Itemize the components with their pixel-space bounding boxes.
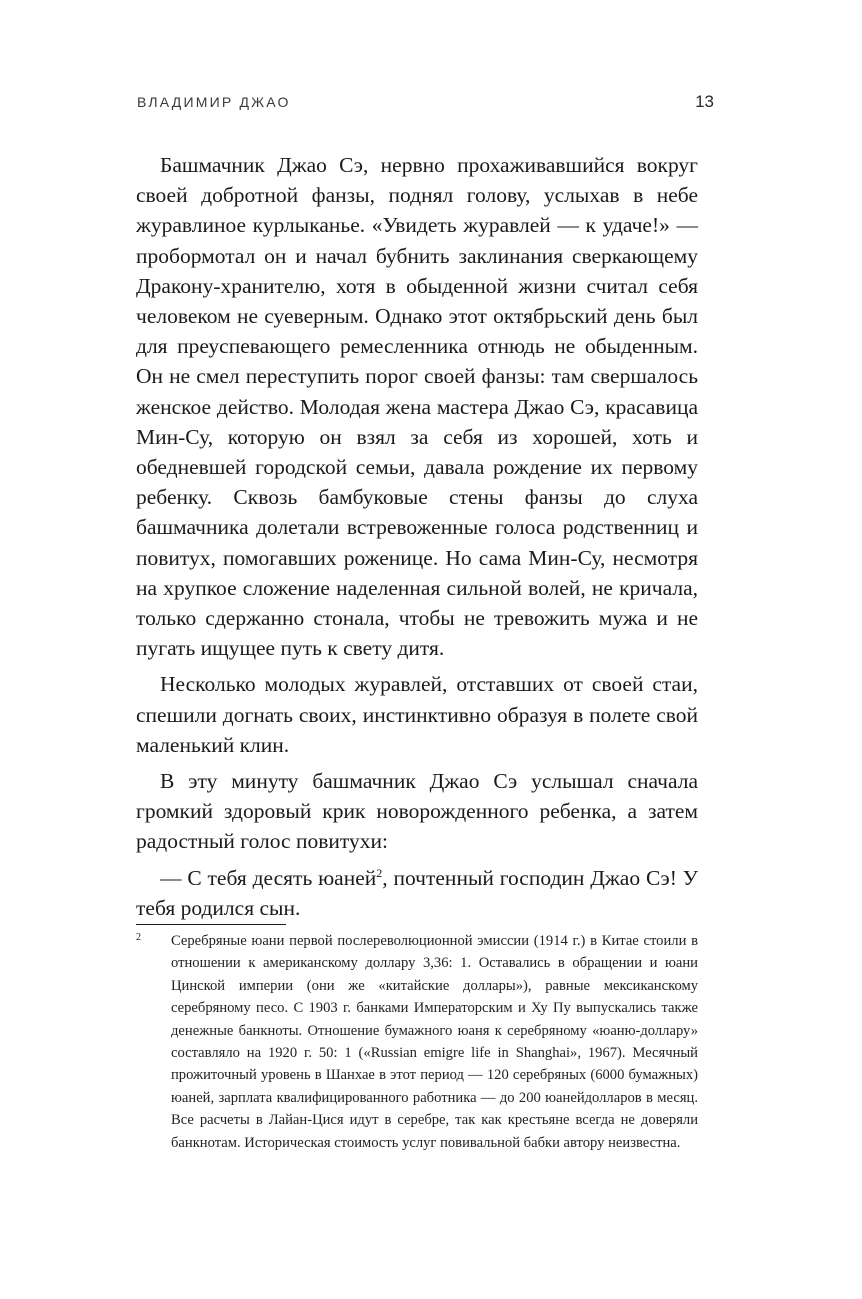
footnote-text: Серебряные юани первой послереволюционной эмиссии (1914 г.) в Китае стоили в отношении к американскому доллару 3,36: 1. Оставались в обращении и юани Цинской империи (они же «китайские доллары»), равные мексиканскому серебряному песо. С 1903 г. банками Императорским и Ху Пу выпускались также денежные банкноты. Отношение бумажного юаня к серебряному «юаню-доллару» составляло на 1920 г. 50: 1 («Russian emigre life in Shanghai», 1967). Месячный прожиточный уровень в Шанхае в этот период — 120 серебряных (6000 бумажных) юаней, зарплата квалифицированного работника — до 200 юанейдолларов в месяц. Все расчеты в Лайан-Цися идут в серебре, так как крестьяне всегда не доверяли банкнотам. Историческая стоимость услуг повивальной бабки автору неизвестна. bbox=[171, 933, 698, 1151]
paragraph-4-start: — С тебя десять юаней bbox=[160, 865, 377, 890]
footnote-marker: 2 bbox=[136, 932, 141, 943]
footnote-divider bbox=[136, 924, 286, 925]
paragraph-3: В эту минуту башмачник Джао Сэ услышал сначала громкий здоровый крик новорожденного ребенка, а затем радостный голос повитухи: bbox=[136, 769, 698, 854]
footnote-reference[interactable]: 2 bbox=[376, 865, 383, 880]
paragraph-1: Башмачник Джао Сэ, нервно прохаживавшийся вокруг своей добротной фанзы, поднял голову, услыхав в небе журавлиное курлыканье. «Увидеть журавлей — к удаче!» — пробормотал он и начал бубнить заклинания сверкающему Дракону-хранителю, хотя в обыденной жизни считал себя человеком не суеверным. Однако этот октябрьский день был для преуспевающего ремесленника отнюдь не обыденным. Он не смел переступить порог своей фанзы: там свершалось женское действо. Молодая жена мастера Джао Сэ, красавица Мин-Су, которую он взял за себя из хорошей, хоть и обедневшей городской семьи, давала рождение их первому ребенку. Сквозь бамбуковые стены фанзы до слуха башмачника долетали встревоженные голоса родственниц и повитух, помогавших роженице. Но сама Мин-Су, несмотря на хрупкое сложение наделенная сильной волей, не кричала, только сдержанно стонала, чтобы не тревожить мужа и не пугать ищущее путь к свету дитя. bbox=[136, 153, 698, 661]
page-number: 13 bbox=[695, 92, 714, 111]
running-head-author: ВЛАДИМИР ДЖАО bbox=[137, 94, 291, 110]
paragraph-4 bbox=[136, 863, 698, 923]
footnote bbox=[136, 930, 698, 1154]
paragraph-2: Несколько молодых журавлей, отставших от своей стаи, спешили догнать своих, инстинктивно образуя в полете свой маленький клин. bbox=[136, 672, 698, 757]
paragraph-4-end: , почтенный господин Джао Сэ! У тебя родился сын. bbox=[136, 865, 698, 920]
main-text bbox=[136, 150, 698, 923]
